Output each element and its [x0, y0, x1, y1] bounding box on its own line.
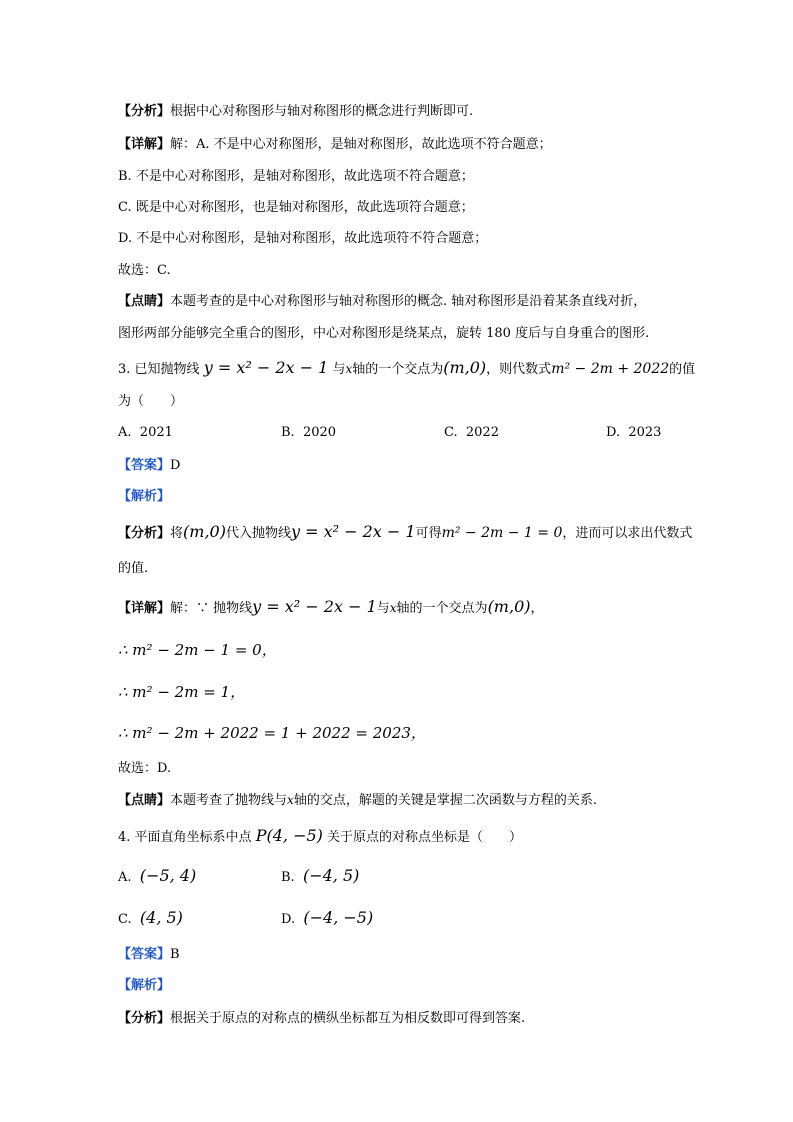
xiangjie-axis: x — [389, 601, 397, 615]
detail-line — [118, 135, 552, 155]
option-value: (4, 5) — [139, 908, 183, 927]
q4-text-a: 平面直角坐标系中点 — [134, 830, 252, 845]
xiangjie-point: (m,0) — [487, 597, 531, 616]
dianjing-tag: 【点睛】 — [118, 793, 171, 808]
remark-tag: 【点睛】 — [118, 294, 171, 309]
q3-fenxi-line2: 的值. — [118, 561, 149, 576]
q3-stem-line2: 为（ ） — [118, 394, 184, 409]
q3-text-e: 的值 — [669, 362, 696, 377]
xiangjie-c: 轴的一个交点为 — [396, 601, 488, 616]
xiangjie-d: ， — [530, 601, 544, 616]
detail-tag: 【详解】 — [118, 137, 171, 152]
dianjing-b: 轴的交点，解题的关键是掌握二次函数与方程的关系. — [293, 793, 597, 808]
fenxi-d: ，进而可以求出代数式 — [562, 526, 693, 541]
q3-stem — [118, 358, 695, 380]
fenxi-text: 根据关于原点的对称点的横纵坐标都互为相反数即可得到答案. — [170, 1011, 526, 1026]
option-label: D. — [281, 912, 296, 927]
fenxi-point: (m,0) — [183, 522, 226, 541]
choose-line: 故选：C. — [118, 263, 171, 278]
xiangjie-a: 解：∵ 抛物线 — [170, 601, 253, 616]
q3-text-d: ，则代数式 — [486, 362, 552, 377]
q4-fenxi — [118, 1009, 525, 1029]
answer-tag: 【答案】 — [118, 458, 171, 473]
q3-answer — [118, 456, 180, 476]
q3-axis: x — [345, 362, 353, 376]
option-label: C. — [118, 912, 132, 927]
xiangjie-b: 与 — [376, 601, 390, 616]
q3-option-c — [444, 425, 499, 440]
remark-text: 本题考查的是中心对称图形与轴对称图形的概念. 轴对称图形是沿着某条直线对折， — [170, 294, 647, 309]
q3-option-b — [281, 425, 336, 440]
q3-point: (m,0) — [443, 358, 487, 377]
option-label: A. — [118, 425, 132, 440]
q3-expression: m² − 2m + 2022 — [551, 361, 670, 377]
fenxi-tag: 【分析】 — [118, 1011, 171, 1026]
fenxi-a: 将 — [170, 526, 184, 541]
analysis-line — [118, 102, 473, 122]
option-value: 2022 — [465, 425, 499, 440]
q4-option-a — [118, 866, 196, 885]
analysis-text: 根据中心对称图形与轴对称图形的概念进行判断即可. — [170, 104, 474, 119]
q3-analysis-heading — [118, 487, 170, 507]
option-value: (−4, −5) — [303, 908, 374, 927]
remark-line-2: 图形两部分能够完全重合的图形，中心对称图形是绕某点，旋转 180 度后与自身重合的图形. — [118, 326, 650, 341]
q3-option-a — [118, 425, 173, 440]
q4-option-b — [281, 866, 359, 885]
analysis-heading: 【解析】 — [118, 489, 171, 504]
q4-analysis-heading — [118, 976, 170, 996]
fenxi-c: 可得 — [415, 526, 442, 541]
q3-choose: 故选：D. — [118, 761, 172, 776]
dianjing-axis: x — [287, 793, 294, 807]
q3-step-1: ∴ m² − 2m − 1 = 0， — [118, 641, 277, 659]
fenxi-tag: 【分析】 — [118, 526, 171, 541]
q4-option-d — [281, 908, 373, 927]
detail-option-c: C. 既是中心对称图形，也是轴对称图形，故此选项符合题意； — [118, 200, 474, 215]
option-value: 2021 — [139, 425, 173, 440]
option-label: D. — [606, 425, 621, 440]
q3-remark — [118, 790, 597, 811]
q4-point: P(4, −5) — [255, 826, 323, 845]
fenxi-b: 代入抛物线 — [225, 526, 291, 541]
xiangjie-equation: y = x² − 2x − 1 — [252, 597, 377, 616]
answer-tag: 【答案】 — [118, 947, 171, 962]
answer-value: B — [170, 947, 180, 962]
option-label: B. — [281, 870, 295, 885]
fenxi-equation: y = x² − 2x − 1 — [290, 522, 416, 541]
q3-equation: y = x² − 2x − 1 — [203, 358, 329, 377]
dianjing-a: 本题考查了抛物线与 — [170, 793, 288, 808]
q3-text-a: 已知抛物线 — [134, 362, 200, 377]
q3-number: 3. — [118, 362, 131, 377]
option-label: B. — [281, 425, 295, 440]
analysis-tag: 【分析】 — [118, 104, 171, 119]
xiangjie-tag: 【详解】 — [118, 601, 171, 616]
q3-text-b: 与 — [332, 362, 346, 377]
q3-option-d — [606, 425, 661, 440]
detail-option-d: D. 不是中心对称图形，是轴对称图形，故此选项符不符合题意； — [118, 231, 488, 246]
option-value: 2023 — [628, 425, 662, 440]
q4-number: 4. — [118, 830, 131, 845]
option-label: A. — [118, 870, 132, 885]
q4-option-c — [118, 908, 183, 927]
analysis-heading: 【解析】 — [118, 978, 171, 993]
detail-text: 解：A. 不是中心对称图形，是轴对称图形，故此选项不符合题意； — [170, 137, 552, 152]
q3-step-2: ∴ m² − 2m = 1， — [118, 683, 246, 701]
q3-fenxi — [118, 522, 692, 544]
q4-text-b: 关于原点的对称点坐标是（ ） — [327, 830, 523, 845]
q4-answer — [118, 945, 180, 965]
remark-line — [118, 292, 646, 312]
option-value: (−5, 4) — [139, 866, 197, 885]
answer-value: D — [170, 458, 181, 473]
option-value: (−4, 5) — [302, 866, 360, 885]
option-label: C. — [444, 425, 458, 440]
option-value: 2020 — [302, 425, 337, 440]
detail-option-b: B. 不是中心对称图形，是轴对称图形，故此选项不符合题意； — [118, 169, 474, 184]
q3-text-c: 轴的一个交点为 — [352, 362, 444, 377]
q3-step-3: ∴ m² − 2m + 2022 = 1 + 2022 = 2023， — [118, 724, 426, 742]
q4-stem — [118, 826, 522, 848]
q3-xiangjie — [118, 597, 544, 619]
fenxi-equation-2: m² − 2m − 1 = 0 — [441, 525, 563, 541]
